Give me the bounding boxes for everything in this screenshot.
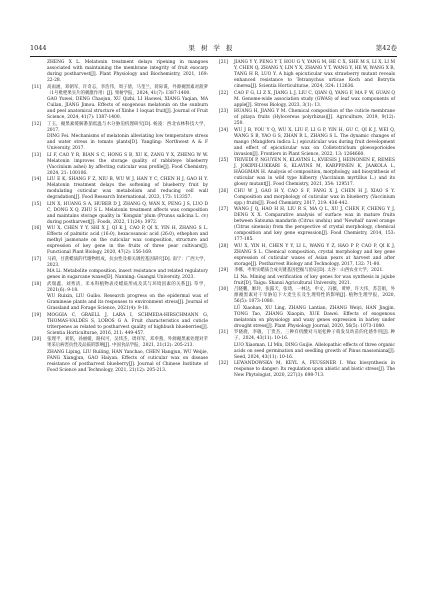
- reference-text: WU X, CHEN Y Y, SHI X J, QI K J, CAO P, QI X, YIN H, ZHANG S L. Effects of palmitic acid (16:0), hexacosanoic acid (26:0), ethephon and methyl jasmonate on the cuticular wax composition, structure and expression of key gene in the fruits of three pear cultivars[J]. Functional Plant Biology, 2020, 47(2): 156-169.: [47, 226, 208, 255]
- reference-number: [14]: [32, 177, 42, 182]
- reference-text: WU X, YIN H, CHEN Y Y, LI L, WANG Y Z, HAO P P, CAO P, QI K J, ZHANG S L. Chemical composition, crystal morphology and key gene expression of cuticular waxes of Asian pears at harvest and after storage[J]. Postharvest Biology and Technology, 2017, 132: 71-80.: [234, 243, 395, 267]
- references-left-column: [32, 60, 208, 374]
- page-number: 1044: [30, 44, 47, 52]
- reference-text: LIN X, HUANG S A, HUBER D J, ZHANG Q, WAN X, PENG J S, LUO D C, DONG X Q, ZHU S L. Melatonin treatment affects wax composition and maintains storage quality in 'Kongxin' plum (Prunus salicina L. cv) during postharvest[J]. Foods, 2022, 11(24): 3972.: [47, 201, 208, 225]
- reference-text: TRIVEDI P, NGUYEN N, KLAVINS L, KVIESIS J, HEINONEN E, REMES J, JOKIPII-LUKKARI S, KLAVINS M, KARPPINEN K, JAAKOLA L, HÄGGMAN H. Analysis of composition, morphology, and biosynthesis of cuticular wax in wild type bilberry (Vaccinium myrtillus L.) and its glossy mutant[J]. Food Chemistry, 2021, 354: 129517.: [234, 158, 395, 187]
- reference-text: GAO Yuwei, DENG Chaojun, XU Qizhi, LI Haowei, XIANG Yaqian, MA Cuilan, JIANG Jimou. Effects of exogenous melatonin on the sunburn and peel anatomical structure of Xinhe 1 loquat fruit[J]. Journal of Fruit Science, 2024, 41(7): 1387-1400.: [47, 97, 208, 120]
- reference-entry: [32, 60, 208, 84]
- reference-entry: [32, 202, 208, 226]
- reference-text: 丁玉，褪黑素缓解番茄低温与水分胁迫机理研究[D]. 杨凌：西北农林科技大学，2017.: [47, 121, 208, 133]
- reference-entry: [32, 134, 208, 152]
- reference-text: MOGGIA C, GRAELL J, LARA I, SCHMEDA-HIRSCHMANN G, THOMAS-VALDÉS S, LOBOS G A. Fruit characteristics and cuticle triterpenes as related to postharvest quality of highbush blueberries[J]. Scientia Horticulturae, 2016, 211: 449-457.: [47, 312, 208, 336]
- reference-text: WU J B, YOU Y Q, WU X, LIU F, LI G P, YIN H, GU C, QI K J, WEI Q, WANG S B, YAO G S, ZHAN R L, ZHANG S L. The dynamic changes of mango (Mangifera indica L.) epicuticular wax during fruit development and effect of epicuticular wax on Colletotrichum gloeosporioides invasion[J]. Frontiers in Plant Science, 2022, 13: 1264660.: [234, 127, 395, 157]
- reference-entry: [32, 122, 208, 134]
- reference-entry: [32, 294, 208, 312]
- reference-number: [16]: [32, 226, 42, 231]
- reference-entry: [32, 153, 208, 177]
- reference-text: WANG J Q, HAO H H, LIU R S, MA Q L, XU J, CHEN F, CHENG Y J, DENG X X. Comparative analysis of surface wax in mature fruits between Satsuma mandarin (Citrus unshiu) and 'Newhall' navel orange (Citrus sinensis) from the perspective of crystal morphology, chemical composition and key gene expression[J]. Food Chemistry, 2014, 153: 177-185.: [234, 207, 395, 242]
- reference-number: [13]: [32, 152, 42, 158]
- header-rule: [30, 56, 397, 57]
- reference-text: 吕晓鹏，姬玲，张露天，张琦，一林达，申文，冯薇，黄婷，许大伟，苏芸娟，外源褪黑素对干旱胁迫下大麦生长及生理特性的影响[J]. 植物生理学报，2020, 56(5): 1073-1080.: [234, 287, 395, 304]
- reference-text: HUANG H, JIANG Y M. Chemical composition of the cuticle membrane of pitaya fruits (Hylocereus polyrhizus)[J]. Agriculture, 2019, 9(12): 250.: [234, 109, 395, 126]
- reference-entry: [219, 343, 395, 361]
- reference-number: [20]: [32, 337, 42, 342]
- reference-text: LEWANDOWSKA M, KEYL A, FEUSSNER I. Wax biosynthesis in response to danger: Its regulation upon abiotic and biotic stress[J]. The New Phytologist, 2020, 227(3): 698-713.: [234, 361, 395, 378]
- reference-number: [11]: [32, 84, 42, 90]
- reference-text: 李娜，枣果实蜡质合成关键基因挖掘与验证[D]. 太谷：山西农业大学，2021.: [234, 268, 384, 273]
- reference-entry: [32, 85, 208, 97]
- references-right-column: [219, 60, 395, 380]
- reference-entry: [219, 330, 395, 342]
- reference-number: [28]: [219, 243, 229, 249]
- reference-text: ZHENG X L. Melatonin treatment delays ripening in mangoes associated with maintaining the membrane integrity of fruit exocarp during postharvest[J]. Plant Physiology and Biochemistry, 2021, 169: 22-28.: [47, 60, 208, 83]
- reference-entry: [32, 282, 208, 294]
- reference-entry: [219, 287, 395, 305]
- reference-entry: [32, 97, 208, 121]
- reference-text: LIU E K, SHANG F Z, NIU B, WU W J, HAN Y C, CHEN H J, GAO H Y. Melatonin treatment delays the softening of blueberry fruit by modulating cuticular wax metabolism and reducing cell wall degradation[J]. Food Research International, 2023, 173: 113357.: [47, 177, 208, 200]
- reference-entry: [219, 109, 395, 127]
- reference-number: [18]: [32, 281, 42, 287]
- reference-text: 罗晓鹿，李敏，丁贵杰，三种有机酸对马尾松种子萌发及幼苗的化感作用[J]. 种子，2024, 43(11): 10-16.: [234, 330, 395, 341]
- reference-entry: [219, 60, 395, 90]
- reference-number: [19]: [32, 312, 42, 318]
- reference-number: [22]: [219, 90, 229, 96]
- reference-entry: [219, 244, 395, 268]
- reference-entry: [32, 350, 208, 374]
- reference-number: [31]: [219, 330, 229, 335]
- reference-text: LÜ Xiaohan, XU Ling, ZHANG Lantian, ZHANG Weiyi, HAN Jingjin, TONG Tao, ZHANG Xiaopin, XUE Dawei. Effects of exogenous melatonin on physiology and waxy genes expression in barley under drought stress[J]. Plant Physiology Journal, 2020, 56(5): 1073-1080.: [234, 305, 395, 329]
- reference-entry: [32, 337, 208, 349]
- reference-entry: [32, 226, 208, 256]
- journal-title: 果树学报: [188, 44, 239, 52]
- reference-text: LI F, CAO Y R, BIAN S C, HONG S B, XU K, ZANG Y X, ZHENG W W. Melatonin improves the storage quality of rabbiteye blueberry (Vaccinium ashei) by affecting cuticular wax profile[J]. Food Chemistry, 2024, 21: 100106.: [47, 152, 208, 176]
- reference-number: [21]: [219, 60, 229, 65]
- reference-entry: [32, 313, 208, 337]
- reference-entry: [219, 91, 395, 109]
- reference-text: 高雨涵，邓朝军，许奇志，李浩伟，周子倩，马奎兰，蒋际谋，外源褪黑素对菠萝（1号枇杷果实片的刺激作用）[J]. 果树学报，2024, 41(7): 1387-1400.: [47, 84, 208, 96]
- reference-entry: [219, 128, 395, 158]
- reference-entry: [219, 158, 395, 188]
- reference-entry: [32, 177, 208, 201]
- reference-number: [12]: [32, 121, 42, 127]
- reference-number: [30]: [219, 287, 229, 292]
- reference-number: [23]: [219, 109, 229, 114]
- reference-entry: [219, 275, 395, 287]
- reference-text: MA Li. Metabolite composition, insect resistance and related regulatory genes in sugarcane waxes[D]. Nanning: Guangxi University, 2023.: [47, 269, 208, 280]
- reference-text: CAO F G, LI Z X, JIANG L J, LIU C, QIAN Q, YANG F, MA F W, GUAN Q M. Genome-wide association study (GWAS) of leaf wax components of apple[J]. Stress Biology, 2023, 3(1): 13.: [234, 90, 395, 108]
- reference-text: LUO Xiaoman, LI Min, DING Guijie. Allelopathic effects of three organic acids on seed germination and seedling growth of Pinus massoniana[J]. Seed, 2024, 43(11): 10-16.: [234, 342, 395, 360]
- reference-text: WU Ruixin, LIU Guibo. Research progress on the epidermal wax of Gramineae plants and its responses to environment stress[J]. Journal of Grassland and Forage Science, 2021(4): 9-18.: [47, 294, 208, 311]
- reference-number: [26]: [219, 188, 229, 194]
- reference-number: [32]: [219, 361, 229, 366]
- reference-entry: [219, 189, 395, 207]
- reference-number: [24]: [219, 127, 229, 133]
- reference-entry: [219, 268, 395, 274]
- reference-entry: [219, 361, 395, 379]
- reference-number: [29]: [219, 268, 229, 273]
- reference-text: DING Fei. Mechanisms of melatonin alleviating low temperature stress and water stress in tomato plants[D]. Yangling: Northwest A & F University, 2017.: [47, 134, 208, 151]
- reference-text: LI Na. Mining and verification of key genes for wax synthesis in jujube fruit[D]. Taigu: Shanxi Agricultural University, 2021.: [234, 274, 395, 286]
- reference-entry: [219, 306, 395, 330]
- reference-text: 张理平，刘铭，孙丽媛，路权可，吴炜杰，周祥军，邓奉燕，外源褪黑素处理对苹果采后病害抗性及品质的影响[J]. 中国食品学报，2021, 21(12): 205-213.: [47, 337, 208, 348]
- reference-entry: [219, 207, 395, 243]
- reference-entry: [32, 257, 208, 269]
- reference-text: CHU W J, GAO H Y, CAO S F, FANG X J, CHEN H J, XIAO S Y. Composition and morphology of cuticular wax in blueberry (Vaccinium spp.) fruits[J]. Food Chemistry, 2017, 219: 436-442.: [234, 188, 395, 206]
- reference-text: JIANG Y Y, PENG Y T, HOU G Y, YANG M, HE C X, SHE M S, LI X, LI M Y, CHEN Q, ZHANG Y, LIN Y X, ZHANG Y T, WANG Y, HE W, WANG X R, TANG H R, LUO Y. A high epicuticular wax strawberry mutant reveals enhanced resistance to Tetranychus urticae Koch and Botrytis cinerea[J]. Scientia Horticulturae, 2024, 324: 112636.: [234, 60, 395, 89]
- reference-entry: [32, 269, 208, 281]
- reference-number: [27]: [219, 207, 229, 212]
- reference-text: ZHANG Liping, LIU Ruiling, HAN Yanchao, CHEN Hangjun, WU Weijie, FANG Xiangjun, GAO Haiyan. Effects of cuticular wax on disease resistance of postharvest blueberry[J]. Journal of Chinese Institute of Food Science and Technology, 2021, 21(12): 205-213.: [47, 349, 208, 373]
- reference-number: [25]: [219, 158, 229, 163]
- page-header: [30, 42, 397, 54]
- volume-label: 第42卷: [375, 44, 397, 52]
- reference-text: 武瑞鑫，刘秀清，禾本科植物表皮蜡质形成及其与环境因素的关系[J]. 草学，2021(6): 9-18.: [47, 281, 208, 293]
- reference-text: 马莉，甘蔗蜡质的代谢物组成，抗虫性及相关调控基因研究[D]. 南宁：广西大学，2023.: [47, 256, 208, 268]
- reference-number: [17]: [32, 256, 42, 262]
- reference-number: [15]: [32, 201, 42, 207]
